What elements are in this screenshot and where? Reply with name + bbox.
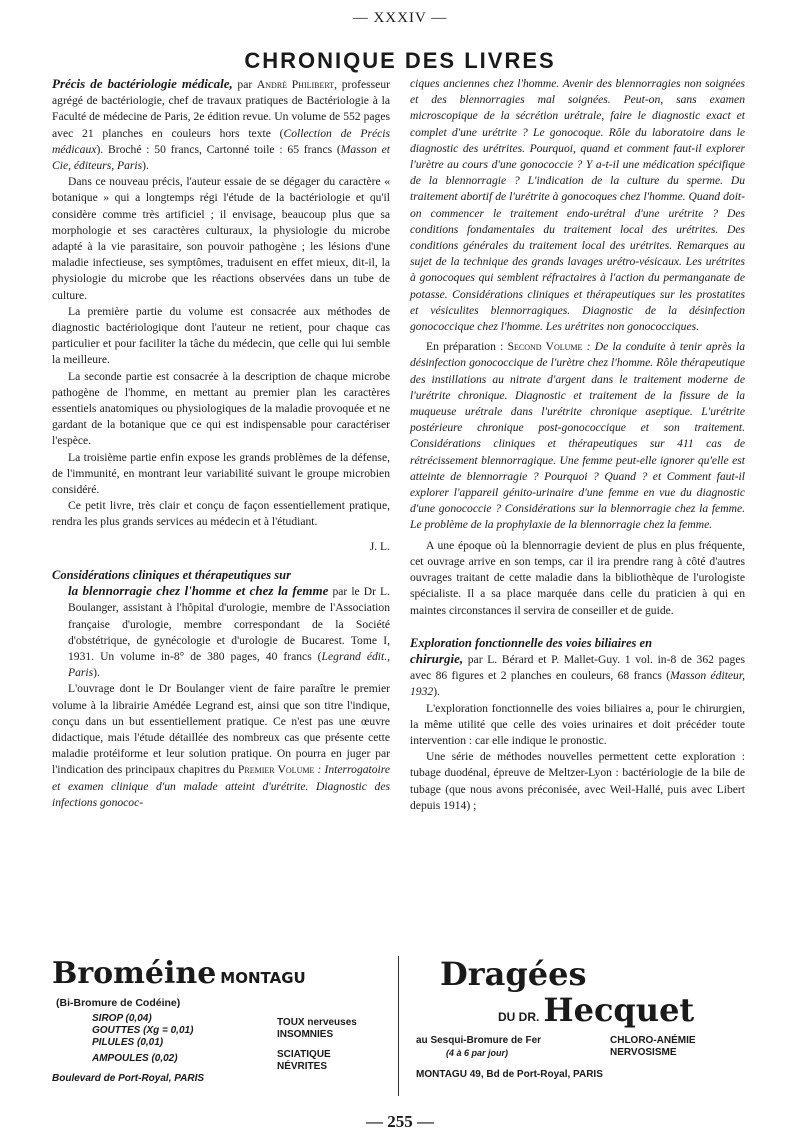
ad-bromeine-subtitle: (Bi-Bromure de Codéine) [56,997,181,1009]
ad-dragees-brand: Dragées [440,955,587,993]
left-column [52,76,390,811]
review2-para1-italic: : Interrogatoire et examen clinique d'un malade atteint d'urétrite. Diagnostic des infections gonococ- [52,763,390,809]
review2-close: ). [93,666,100,680]
review2-paragraph [52,681,390,811]
review1-paragraph: Ce petit livre, très clair et conçu de façon essentiellement pratique, rendra les plus grands services au médecin et à l'étudiant. [52,499,390,529]
review1-price: ). Broché : 50 francs, Cartonné toile : 65 francs ( [96,142,341,156]
ad-dragees-line1: au Sesqui-Bromure de Fer [416,1035,542,1046]
review3-paragraph: L'exploration fonctionnelle des voies biliaires a, pour le chirurgien, la même utilité que celle des voies urinaires et doit précéder toute intervention : car elle indique le pronostic. [410,701,745,747]
review1-author: André Philibert, [256,78,338,91]
review2-title-line1: Considérations cliniques et thérapeutiques sur [52,567,291,582]
page-header: — XXXIV — [352,10,448,26]
ad-form: AMPOULES (0,02) [92,1053,178,1064]
review2-byline: par le Dr L. Boulanger, assistant à l'hôpital d'urologie, membre de l'Association française d'urologie, membre correspondant de la Société d'obstétrique, de gynécologie et d'urologie de Bucarest. Tome I, 1931. Un volume in-8° de 380 pages, 40 francs ( [68,585,390,663]
ad-indication: SCIATIQUE [277,1049,331,1060]
ad-dragees-line1-block [416,1035,541,1059]
ad-indication: TOUX nerveuses [277,1017,357,1028]
review1-paragraph: La seconde partie est consacrée à la description de chaque microbe pathogène de l'homme, en mettant au premier plan les caractères essentiels anatomiques ou physiologiques de la maladie provoquée et ne gardant de la botanique que ce qui est indispensable pour caractériser l'espèce. [52,369,390,448]
review1-collection: Collection de Précis médicaux [52,126,390,156]
review3-close: ). [433,685,440,699]
review2-publisher: Legrand édit., Paris [68,649,390,680]
right-column [410,76,745,814]
ad-bromeine-forms [92,1013,193,1065]
review2-title-line2: la blennorragie chez l'homme et chez la femme [68,583,329,599]
ad-dragees-du: DU DR. [498,1010,540,1024]
ad-bromeine-block [52,956,392,1085]
review1-close: ). [142,159,149,173]
ad-indication: CHLORO-ANÉMIE [610,1035,696,1046]
ad-dragees-indications [610,1035,696,1059]
review2-premier-volume: Premier Volume [237,763,315,777]
review3-publisher: Masson éditeur, 1932 [410,669,745,699]
review3-title-line1: Exploration fonctionnelle des voies biliaires en [410,635,653,650]
review1-bibliographic: professeur agrégé de bactériologie, chef de travaux pratiques de Bactériologie à la Faculté de médecine de Paris, 2e édition revue. Un volume de 552 pages avec 21 planches en couleurs hors texte ( [52,78,390,140]
ad-form: GOUTTES (Xg = 0,01) [92,1025,194,1036]
ad-indication: INSOMNIES [277,1029,334,1040]
ad-dragees-block [410,956,750,1081]
review1-paragraph: Dans ce nouveau précis, l'auteur essaie de se dégager du caractère « botanique » qui a longtemps régi l'étude de la bactériologie et qu'il considère comme très artificiel ; il envisage, beaucoup plus que sa morphologie et ses caractères culturaux, la physiologie du microbe adapté à la vie parasitaire, son pouvoir pathogène ; les lésions d'une maladie infectieuse, ses symptômes, traduisent en effet mieux, dit-il, la physiologie du microbe que les réactions observées dans un tube de culture. [52,175,390,302]
ad-form: PILULES (0,01) [92,1037,164,1048]
review1-publisher: Masson et Cie, éditeurs, Paris [52,142,390,173]
ad-form: SIROP (0,04) [92,1013,152,1024]
ad-dragees-address: MONTAGU 49, Bd de Port-Royal, PARIS [416,1069,603,1080]
review2-citation [52,583,390,681]
review1-paragraph: La première partie du volume est consacrée aux méthodes de diagnostic bactériologique dont l'auteur ne retient, pour chaque cas particulier et pour faciliter la tâche du médecin, que celle qui lui semble la meilleure. [52,304,390,367]
review1-paragraph: La troisième partie enfin expose les grands problèmes de la défense, de l'immunité, en montrant leur variabilité suivant le groupe microbien considéré. [52,450,390,497]
ad-indication: NERVOSISME [610,1047,677,1058]
review2-preparation [410,339,745,533]
ad-bromeine-address: Boulevard de Port-Royal, PARIS [52,1073,205,1084]
review1-citation [52,76,390,174]
page-number: — 255 — [366,1112,434,1131]
ad-dragees-dose: (4 à 6 par jour) [446,1048,509,1058]
review1-signature: J. L. [369,539,390,553]
review3-title-line2: chirurgie, [410,650,464,666]
ad-bromeine-suffix: MONTAGU [220,969,306,987]
review1-author-intro: par [232,78,257,91]
ad-bromeine-indications [277,1017,357,1073]
ad-bromeine-brand: Broméine [52,956,217,991]
review3-byline: par L. Bérard et P. Mallet-Guy. 1 vol. in-8 de 362 pages avec 86 figures et 2 planches en couleurs, 68 francs ( [410,652,745,683]
ad-dragees-name: Hecquet [543,991,695,1029]
ad-indication: NÉVRITES [277,1061,328,1072]
section-title: CHRONIQUE DES LIVRES [244,48,556,73]
review2-para1: L'ouvrage dont le Dr Boulanger vient de faire paraître le premier volume à la librairie Amédée Legrand est, ainsi que son titre l'indique, conçu dans un but essentiellement pratique. Ce n'est pas une œuvre didactique, mais l'étude détaillée des nombreux cas que présente cette maladie protéiforme et leur solution pratique. On pourra en juger par l'indication des principaux chapitres du [52,682,390,777]
review1-title: Précis de bactériologie médicale, [52,76,233,91]
review3-paragraph: Une série de méthodes nouvelles permettent cette exploration : tubage duodénal, épreuve de Meltzer-Lyon : bactériologie de la bile de tubage (que nous avons préconisée, avec Weil-Hallé, puis avec Libert depuis 1914) ; [410,750,745,812]
ad-section [52,956,752,1106]
ad-divider [398,956,399,1096]
preparation-text: : De la conduite à tenir après la désinfection gonococcique de l'urètre chez l'homme. Rôle thérapeutique des instillations au nitrate d'argent dans le traitement moderne de l'urétrite chronique. Diagnostic et traitement de la fissure de la muqueuse urétrale dans l'urétrite chronique aseptique. L'urétrite postérieure chronique post-gonococcique et son traitement. Considérations cliniques et thérapeutiques sur 411 cas de rétrécissement blennorragique. Une femme peut-elle ignorer qu'elle est atteinte de blennorragie ? Pourquoi ? Quand ? et Comment faut-il explorer l'appareil génito-urinaire d'une femme en vue du diagnostic d'une gonococcie ? Considérations sur la blennorragie chez la femme. Le problème de la prophylaxie de la blennorragie chez la femme. [410,340,745,532]
review2-continuation: ciques anciennes chez l'homme. Avenir des blennorragies non soignées et des blennorragies mal soignées. Peut-on, sans examen microscopique de la sécrétion urétrale, faire le diagnostic exact et complet d'une urétrite ? Le gonocoque. Rôle du laboratoire dans le diagnostic des urétrites. Pourquoi, quand et comment faut-il explorer l'urètre au cours d'une gonococcie ? Y a-t-il une médication spécifique de la blennorragie ? L'indication de la culture du sperme. Du traitement abortif de l'urétrite à gonocoques chez l'homme. Quand doit-on commencer le traitement endo-urétral d'une urétrite ? Des conditions fondamentales du traitement local des urétrites. Des conditions générales du traitement local des urétrites. Remarques au sujet de la technique des grands lavages urétro-vésicaux. Les urétrites à gonocoques qui semblent réfractaires à l'action du permanganate de potasse. Considérations cliniques et thérapeutiques sur les prostatites et vésiculites blennorragiques. Diagnostic de la désinfection gonococcique chez l'homme. Les urétrites non gonococciques. [410,77,745,334]
preparation-label: En préparation : [426,340,508,354]
review2-conclusion: A une époque où la blennorragie devient de plus en plus fréquente, cet ouvrage arrive en son temps, car il ira prendre rang à côté d'autres ouvrages traitant de cette maladie dans la bibliothèque de l'urologiste spécialiste. Il a sa place marquée dans celle du praticien à qui en maintes circonstances il servira de conseiller et de guide. [410,538,745,617]
review3-citation [410,651,745,701]
second-volume: Second Volume [507,340,583,354]
